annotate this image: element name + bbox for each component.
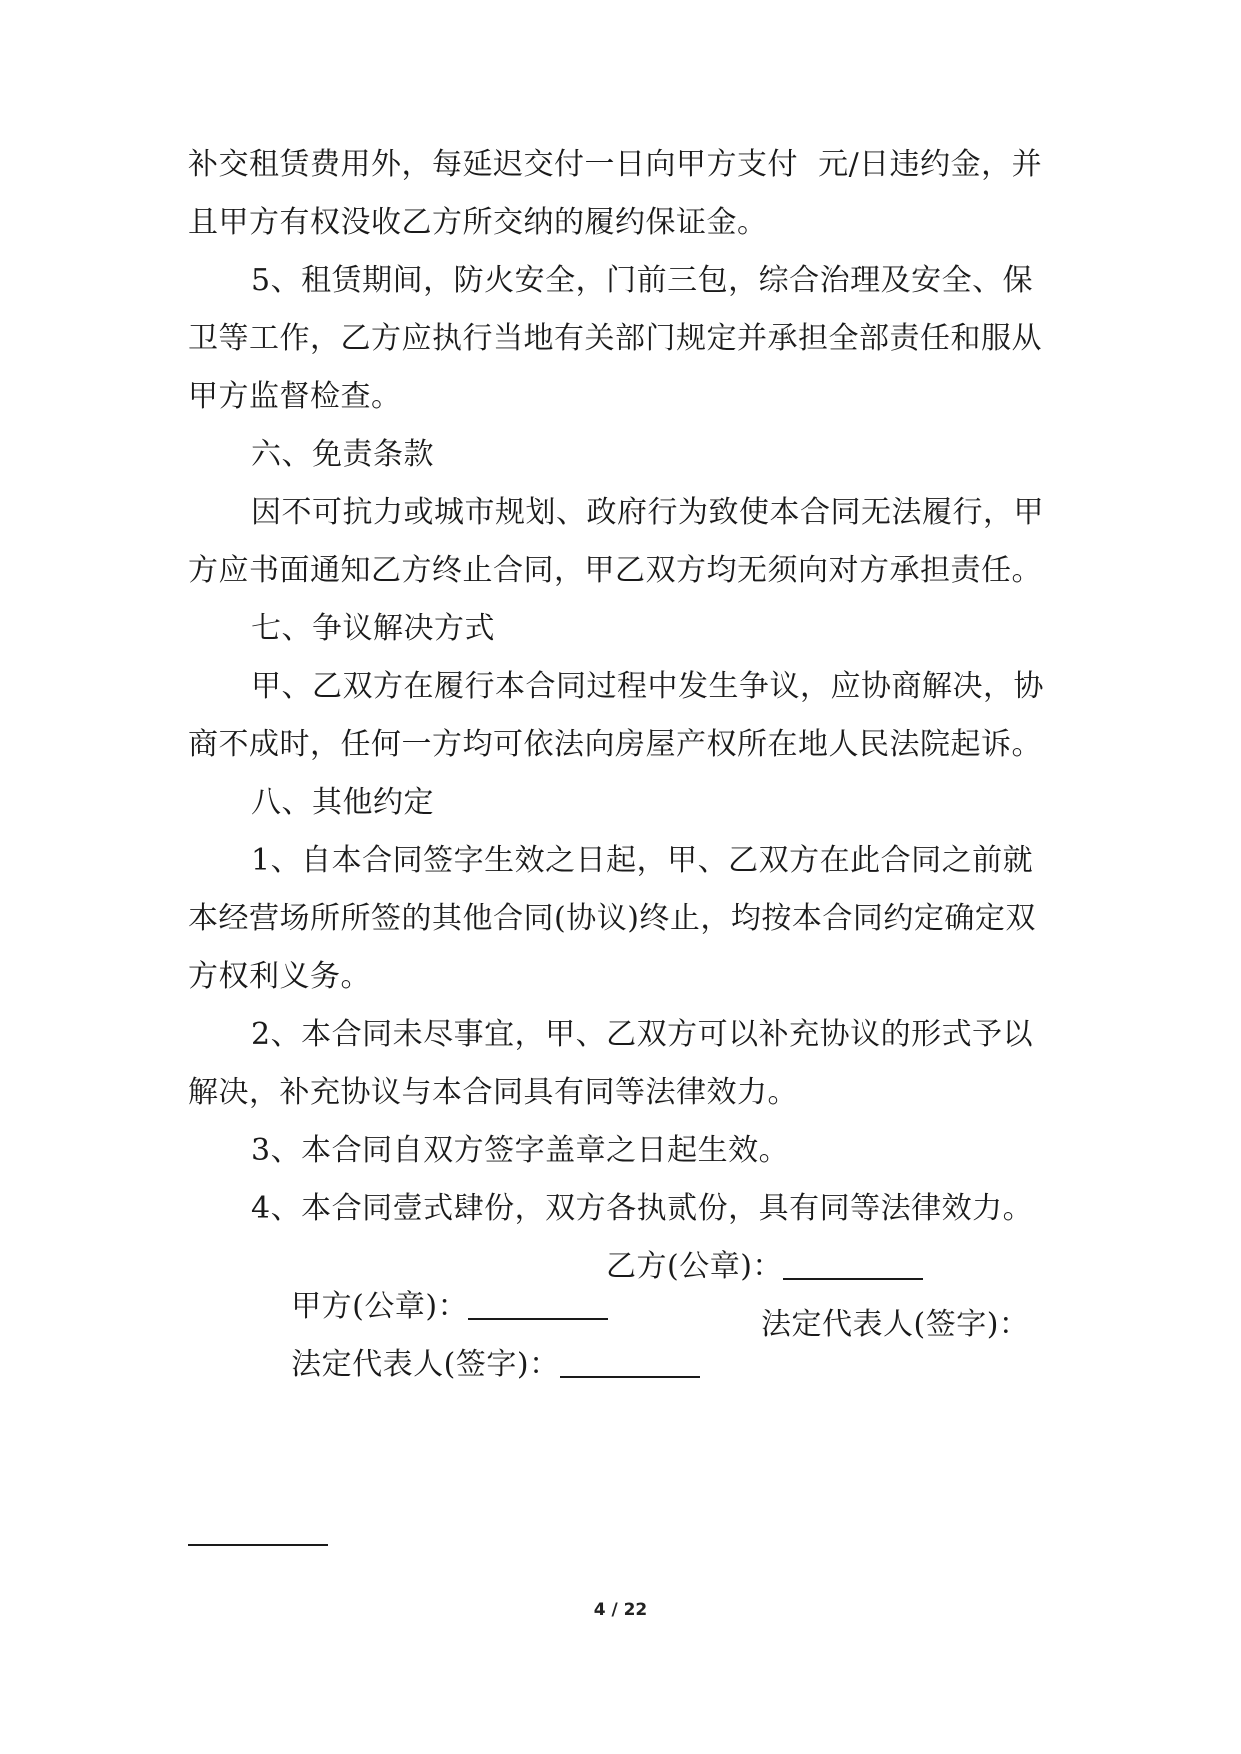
body-line-11: 商不成时，任何一方均可依法向房屋产权所在地人民法院起诉。 (188, 727, 1042, 762)
body-line-16: 2、本合同未尽事宜，甲、乙双方可以补充协议的形式予以 (251, 1017, 1034, 1052)
rep-b-blank (188, 1543, 328, 1546)
signature-row-representatives (251, 1305, 1131, 1382)
body-line-2: 且甲方有权没收乙方所交纳的履约保证金。 (188, 205, 768, 240)
body-line-18: 3、本合同自双方签字盖章之日起生效。 (251, 1133, 790, 1168)
body-line-10: 甲、乙双方在履行本合同过程中发生争议，应协商解决，协 (251, 669, 1044, 704)
section-heading-8: 八、其他约定 (251, 785, 434, 820)
body-line-3: 5、租赁期间，防火安全，门前三包，综合治理及安全、保 (251, 263, 1034, 298)
body-line-13: 1、自本合同签字生效之日起，甲、乙双方在此合同之前就 (251, 843, 1034, 878)
body-line-7: 因不可抗力或城市规划、政府行为致使本合同无法履行，甲 (251, 495, 1044, 530)
party-b-blank (783, 1248, 923, 1280)
body-line-8: 方应书面通知乙方终止合同，甲乙双方均无须向对方承担责任。 (188, 553, 1042, 588)
rep-a-blank (560, 1346, 700, 1378)
body-line-4: 卫等工作，乙方应执行当地有关部门规定并承担全部责任和服从 (188, 321, 1042, 356)
body-line-5: 甲方监督检查。 (188, 379, 402, 414)
page-number: 4 / 22 (593, 1600, 648, 1620)
body-line-19: 4、本合同壹式肆份，双方各执贰份，具有同等法律效力。 (251, 1191, 1034, 1226)
section-heading-7: 七、争议解决方式 (251, 611, 495, 646)
party-b-label: 乙方(公章)： (606, 1249, 783, 1284)
rep-a-label: 法定代表人(签字)： (291, 1347, 560, 1382)
rep-b-label: 法定代表人(签字)： (761, 1307, 1030, 1342)
body-line-14: 本经营场所所签的其他合同(协议)终止，均按本合同约定确定双 (188, 901, 1036, 936)
body-line-17: 解决，补充协议与本合同具有同等法律效力。 (188, 1075, 798, 1110)
section-heading-6: 六、免责条款 (251, 437, 434, 472)
signature-row-parties (251, 1247, 1131, 1324)
body-line-1: 补交租赁费用外，每延迟交付一日向甲方支付 元/日违约金，并 (188, 147, 1043, 182)
body-line-15: 方权利义务。 (188, 959, 371, 994)
party-a-label: 甲方(公章)： (291, 1289, 469, 1324)
